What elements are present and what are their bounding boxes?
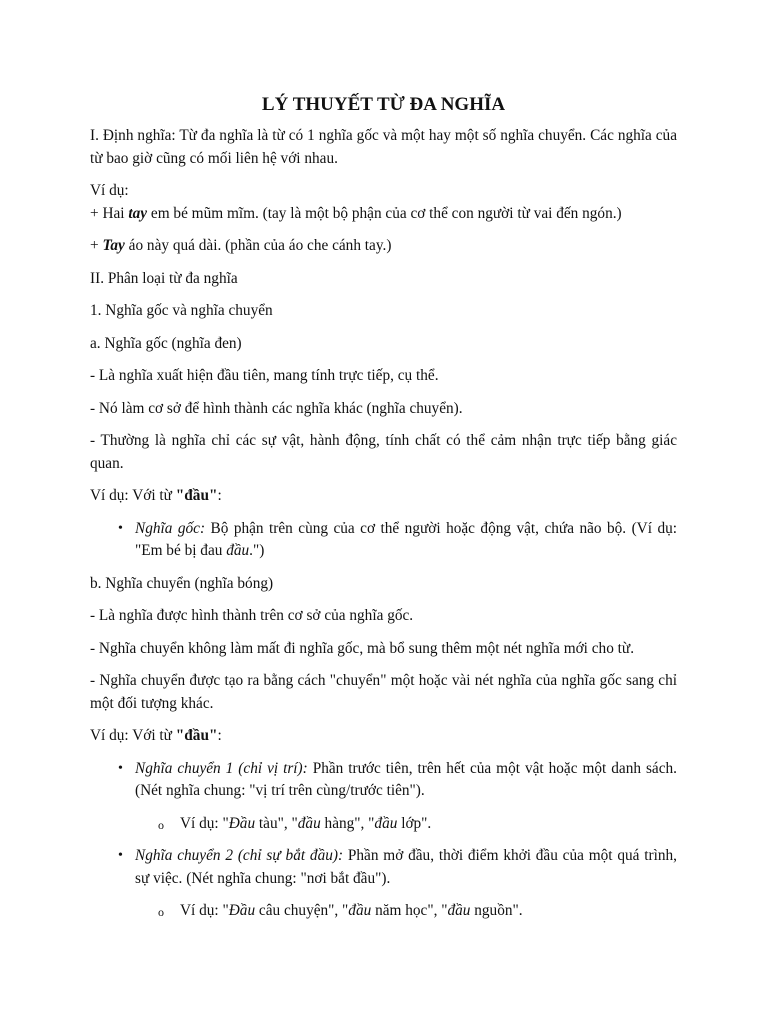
b-example-intro: [90, 725, 677, 748]
sub-list-item: [180, 813, 677, 836]
b-point: - Nghĩa chuyển không làm mất đi nghĩa gốc, mà bổ sung thêm một nét nghĩa mới cho từ.: [90, 639, 635, 657]
section-2-heading: II. Phân loại từ đa nghĩa: [90, 269, 238, 287]
a-point: - Nó làm cơ sở để hình thành các nghĩa khác (nghĩa chuyển).: [90, 399, 463, 417]
b-item-label: Nghĩa chuyển 1 (chỉ vị trí):: [135, 759, 308, 777]
b-point: - Là nghĩa được hình thành trên cơ sở của nghĩa gốc.: [90, 607, 414, 624]
a-example-word: "đầu": [175, 487, 218, 504]
example-2-suffix: áo này quá dài. (phần của áo che cánh tay.): [124, 237, 392, 254]
example-2: [90, 235, 677, 258]
example-2-word: Tay: [102, 237, 125, 254]
example-1: [90, 203, 677, 226]
a-bullet-list: [90, 518, 677, 563]
list-item: [135, 518, 677, 563]
list-item: [135, 758, 677, 836]
subsection-1-heading: 1. Nghĩa gốc và nghĩa chuyển: [90, 302, 273, 319]
sub-example-word: đầu: [348, 902, 372, 919]
example-2-prefix: +: [90, 237, 103, 254]
sub-example-text: năm học", ": [371, 902, 448, 919]
a-bullet-end: ."): [249, 542, 265, 559]
a-bullet-word: đầu: [226, 542, 250, 559]
sub-example-text: tàu", ": [255, 814, 298, 832]
sub-example-word: Đầu: [228, 902, 256, 919]
b-item-text: Phần mở đầu, thời điểm khởi đầu của một quá trình, sự việc. (Nét nghĩa chung: "nơi bắt đầu").: [135, 847, 677, 887]
sub-example-text: hàng", ": [320, 814, 375, 832]
sub-example-word: đầu: [297, 814, 321, 832]
b-item-text: Phần trước tiên, trên hết của một vật hoặc một danh sách. (Nét nghĩa chung: "vị trí trên cùng/trước tiên").: [135, 759, 677, 799]
a-point: - Thường là nghĩa chỉ các sự vật, hành động, tính chất có thể cảm nhận trực tiếp bằng giác quan.: [90, 432, 677, 472]
sub-list: [135, 900, 677, 923]
sub-example-word: Đầu: [228, 814, 256, 832]
example-1-prefix: + Hai: [90, 204, 129, 222]
b-example-word: "đầu": [175, 727, 218, 744]
sub-example-text: nguồn".: [470, 902, 523, 919]
sub-example-text: Ví dụ: ": [180, 902, 229, 919]
sub-list-item: [180, 900, 677, 923]
definition-paragraph: I. Định nghĩa: Từ đa nghĩa là từ có 1 nghĩa gốc và một hay một số nghĩa chuyển. Các nghĩa của từ bao giờ cũng có mối liên hệ với nhau.: [90, 127, 677, 167]
a-bullet-text: Bộ phận trên cùng của cơ thể người hoặc động vật, chứa não bộ. (Ví dụ: "Em bé bị đau: [135, 519, 677, 559]
a-point: - Là nghĩa xuất hiện đầu tiên, mang tính trực tiếp, cụ thể.: [90, 367, 439, 384]
b-bullet-list: [90, 758, 677, 923]
subsection-a-heading: a. Nghĩa gốc (nghĩa đen): [90, 334, 242, 352]
sub-example-word: đầu: [374, 814, 398, 832]
b-example-prefix: Ví dụ: Với từ: [90, 727, 176, 744]
b-item-label: Nghĩa chuyển 2 (chỉ sự bắt đầu):: [135, 847, 344, 864]
sub-example-text: lớp".: [397, 814, 432, 832]
b-example-suffix: :: [217, 727, 222, 744]
b-point: - Nghĩa chuyển được tạo ra bằng cách "chuyển" một hoặc vài nét nghĩa của nghĩa gốc sang chỉ một đối tượng khác.: [90, 672, 677, 712]
subsection-b-heading: b. Nghĩa chuyển (nghĩa bóng): [90, 574, 274, 592]
example-1-word: tay: [128, 204, 148, 222]
sub-example-text: câu chuyện", ": [255, 902, 349, 919]
a-example-intro: [90, 485, 677, 508]
a-example-suffix: :: [217, 487, 222, 504]
sub-example-text: Ví dụ: ": [180, 814, 229, 832]
a-example-prefix: Ví dụ: Với từ: [90, 487, 176, 504]
document-title: LÝ THUYẾT TỪ ĐA NGHĨA: [261, 94, 506, 115]
sub-list: [135, 813, 677, 836]
sub-example-word: đầu: [447, 902, 471, 919]
a-bullet-label: Nghĩa gốc:: [135, 519, 206, 537]
example-1-suffix: em bé mũm mĩm. (tay là một bộ phận của cơ thể con người từ vai đến ngón.): [147, 204, 622, 222]
list-item: [135, 845, 677, 923]
example-label: Ví dụ:: [90, 182, 129, 199]
